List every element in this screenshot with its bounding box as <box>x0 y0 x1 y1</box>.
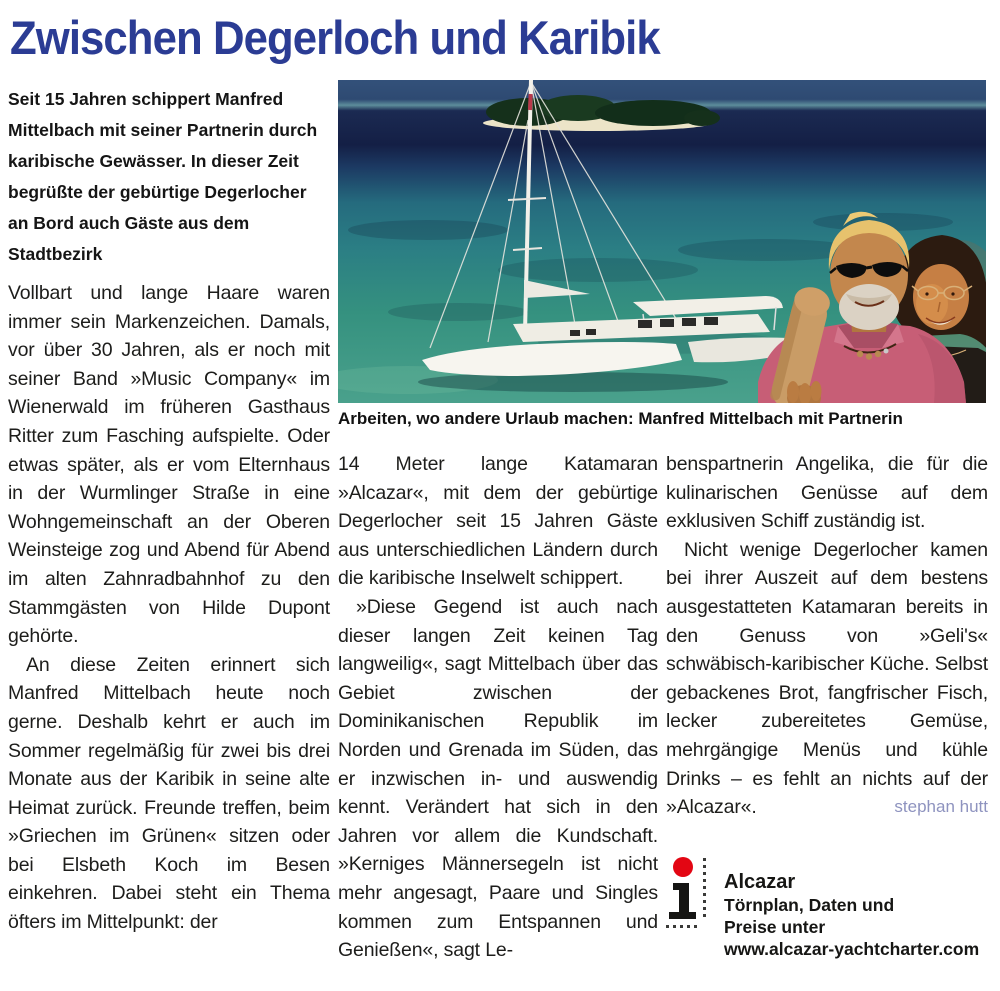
info-icon-red-dot <box>673 857 693 877</box>
info-icon-i-stem <box>669 883 696 919</box>
paragraph: Vollbart und lange Haare waren immer sein Markenzeichen. Damals, vor über 30 Jahren, als er noch mit seiner Band »Music Company« im Wienerwald im früheren Gasthaus Ritter zum Fasching aufspielte. Oder etwas später, als er vom Elternhaus in der Wurmlinger Straße in eine Wohngemeinschaft an der Oberen Weinsteige zog und Abend für Abend im alten Zahnradbahnhof zu den Stammgästen von Hilde Dupont gehörte. <box>8 282 330 648</box>
paragraph: An diese Zeiten erinnert sich Manfred Mittelbach heute noch gerne. Deshalb kehrt er auch im Sommer regelmäßig für zwei bis drei Monate aus der Karibik in seine alte Heimat zurück. Freunde treffen, beim »Griechen im Grünen« sitzen oder bei Elsbeth Koch im Besen einkehren. Dabei steht ein Thema öfters im Mittelpunkt: der <box>8 653 330 934</box>
infobox-text <box>724 870 979 960</box>
column-right <box>666 450 988 822</box>
paragraph: »Diese Gegend ist auch nach dieser langen Zeit keinen Tag langweilig«, sagt Mittelbach über das Gebiet zwischen der Dominikanischen Republik im Norden und Grenada im Süden, das er inzwischen in- und auswendig kennt. Verändert hat sich in den Jahren vor allem die Kundschaft. »Kerniges Männersegeln ist nicht mehr angesagt, Paare und Singles kommen zum Entspannen und Genießen«, sagt Le- <box>338 595 658 962</box>
catamaran-photo <box>338 80 986 403</box>
paragraph: 14 Meter lange Katamaran »Alcazar«, mit dem der gebürtige Degerlocher seit 15 Jahren Gäste aus unterschiedlichen Ländern durch die karibische Inselwelt schippert. <box>338 453 658 590</box>
mast-flag <box>530 94 531 110</box>
article-headline: Zwischen Degerloch und Karibik <box>10 11 660 64</box>
infobox-line: Preise unter <box>724 917 826 937</box>
paragraph: Nicht wenige Degerlocher kamen bei ihrer Auszeit auf dem bestens ausgestatteten Katamaran bereits in den Genuss von »Geli's« schwäbisch-karibischer Küche. Selbst gebackenes Brot, fangfrischer Fisch, lecker zubereitetes Gemüse, mehrgängige Menüs und kühle Drinks – es fehlt an nichts auf der »Alcazar«. <box>666 538 988 819</box>
man-beard <box>839 284 899 330</box>
info-icon <box>666 856 714 960</box>
article-intro: Seit 15 Jahren schippert Manfred Mittelbach mit seiner Partnerin durch karibische Gewässer. In dieser Zeit begrüßte der gebürtige Degerlocher an Bord auch Gäste aus dem Stadtbezirk <box>8 89 318 264</box>
infobox <box>666 856 990 960</box>
column-middle <box>338 450 658 965</box>
photo-figure <box>338 80 986 403</box>
photo-caption: Arbeiten, wo andere Urlaub machen: Manfred Mittelbach mit Partnerin <box>338 409 903 428</box>
paragraph: benspartnerin Angelika, die für die kulinarischen Genüsse auf dem exklusiven Schiff zuständig ist. <box>666 453 988 533</box>
infobox-line: Törnplan, Daten und <box>724 895 895 915</box>
column-left <box>8 279 330 937</box>
infobox-url: www.alcazar-yachtcharter.com <box>724 939 980 959</box>
author-byline: stephan hutt <box>894 797 988 817</box>
infobox-title: Alcazar <box>724 871 796 893</box>
